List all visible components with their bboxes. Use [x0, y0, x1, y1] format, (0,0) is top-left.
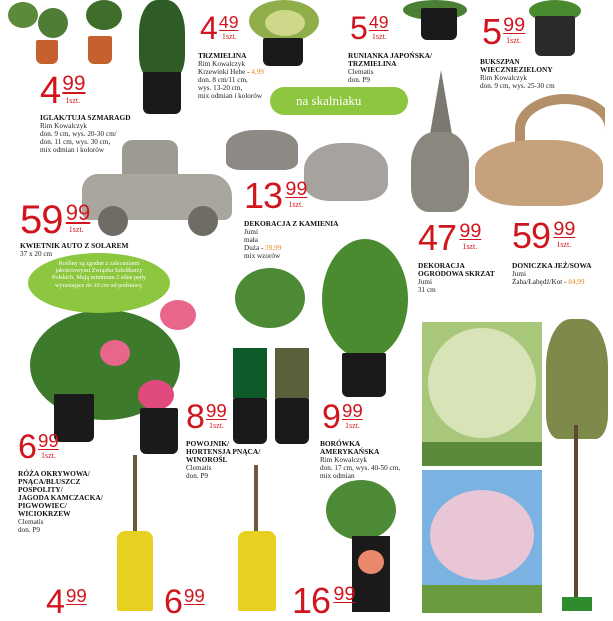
product-desc-text: mix odmian i kolorów — [40, 146, 105, 154]
product-desc-text: Jumi — [244, 228, 258, 236]
product-desc-text: Jumi — [418, 278, 432, 286]
product-desc-line — [348, 76, 374, 84]
product-desc-line — [40, 130, 117, 138]
product-desc-text: Clematis — [186, 464, 212, 472]
price-borowka — [322, 398, 363, 436]
price-unit: 1szt. — [68, 224, 84, 234]
skalniak-label — [270, 87, 408, 115]
price-bukszpan — [482, 11, 526, 52]
weeping-willow-photo — [540, 315, 613, 613]
stone-cat-photo — [222, 124, 302, 174]
price-main: 59 — [512, 215, 551, 256]
price-cents: 49 — [218, 11, 239, 32]
price-main: 16 — [292, 580, 331, 621]
product-desc-text: Jumi — [512, 270, 526, 278]
shrub-garden-photo — [422, 322, 542, 466]
price-main: 5 — [482, 11, 502, 52]
product-desc-line — [320, 472, 400, 480]
product-desc-text: don. 9 cm, wys. 25-30 cm — [480, 82, 555, 90]
product-desc-text: don. P9 — [348, 76, 370, 84]
product-desc-skrzat — [418, 278, 436, 294]
price-bottom3 — [292, 580, 356, 621]
price-dekoracja — [244, 175, 308, 216]
product-title-line: BORÓWKA — [320, 439, 361, 448]
product-desc-line — [20, 250, 52, 258]
product-desc-line — [244, 236, 281, 244]
product-desc-line — [186, 472, 212, 480]
price-main: 8 — [186, 398, 204, 436]
price-unit: 1szt. — [506, 36, 522, 46]
product-desc-borowka — [320, 456, 400, 480]
price-cents: 99 — [62, 71, 86, 95]
product-desc-line — [198, 76, 264, 84]
price-bottom2 — [164, 583, 205, 621]
price-cents: 99 — [184, 584, 205, 606]
price-unit: 1szt. — [65, 95, 81, 105]
product-desc-roza — [18, 518, 44, 534]
product-desc-line — [40, 122, 117, 130]
product-title-line: POSPOLITY/ — [18, 485, 63, 494]
product-title-line: DEKORACJA — [418, 261, 465, 270]
product-desc-orange-price: 4,99 — [251, 68, 264, 76]
product-title-trzmielina — [198, 52, 246, 60]
product-title-borowka — [320, 440, 379, 456]
product-title-line: TRZMIELINA — [198, 51, 247, 60]
price-roza — [18, 428, 59, 466]
product-title-line: TRZMIELINA — [348, 59, 397, 68]
price-cents: 99 — [342, 399, 363, 421]
price-main: 47 — [418, 217, 457, 258]
product-desc-line — [186, 464, 212, 472]
product-title-line: DEKORACJA Z KAMIENIA — [244, 219, 339, 228]
product-desc-text: wys. 13-20 cm, — [198, 84, 243, 92]
price-unit: 1szt. — [345, 421, 360, 431]
product-desc-text: Rim Kowalczyk — [198, 60, 245, 68]
product-desc-text: Rim Kowalczyk — [320, 456, 367, 464]
product-title-line: RUNIANKA JAPOŃSKA/ — [348, 51, 432, 60]
product-title-line: WIECZNIEZIELONY — [480, 65, 553, 74]
product-desc-text: don. 11 cm, wys. 30 cm, — [40, 138, 111, 146]
quality-badge-text: Rośliny są zgodne z zaleceniami jakościowymi Związku Szkółkarzy Polskich. Mają minimum 2 silne pędy wyrastające do 10 cm od podstawy. — [51, 260, 147, 289]
product-desc-powojnik — [186, 464, 212, 480]
product-desc-text: Rim Kowalczyk — [40, 122, 87, 130]
product-desc-kwietnik — [20, 250, 52, 258]
price-cents: 99 — [459, 219, 482, 242]
blossom-tree-photo — [422, 470, 542, 613]
thuja-photo — [135, 0, 190, 118]
product-desc-line — [40, 138, 117, 146]
product-title-roza — [18, 470, 103, 518]
product-desc-line — [480, 82, 555, 90]
gnome-photo — [405, 70, 475, 215]
product-desc-line — [198, 60, 264, 68]
product-desc-text: Żaba/Łabędź/Kot - — [512, 278, 569, 286]
pachysandra-photo — [395, 0, 475, 45]
product-desc-line — [40, 146, 117, 154]
price-unit: 1szt. — [41, 451, 56, 461]
product-desc-line — [348, 68, 374, 76]
product-desc-text: Duża - — [244, 244, 266, 252]
blueberry-photo — [318, 235, 413, 400]
product-title-runianka — [348, 52, 432, 68]
product-desc-line — [418, 286, 436, 294]
price-main: 6 — [18, 428, 36, 466]
product-desc-doniczka — [512, 270, 584, 286]
price-main: 6 — [164, 583, 182, 621]
product-desc-text: don. P9 — [18, 526, 40, 534]
product-title-line: WINOROŚL — [186, 455, 228, 464]
price-main: 5 — [350, 10, 367, 46]
product-title-line: RÓŻA OKRYWOWA/ — [18, 469, 90, 478]
product-title-line: IGLAK/TUJA SZMARAGD — [40, 113, 131, 122]
product-title-dekoracja — [244, 220, 338, 228]
product-desc-text: 31 cm — [418, 286, 436, 294]
product-title-doniczka — [512, 262, 591, 270]
product-desc-line — [512, 270, 584, 278]
product-title-line: OGRODOWA SKRZAT — [418, 269, 495, 278]
product-desc-line — [244, 228, 281, 236]
product-title-line: JAGODA KAMCZACKA/ — [18, 493, 103, 502]
price-bottom1 — [46, 583, 87, 621]
car-planter-photo — [78, 140, 236, 240]
product-title-iglak — [40, 114, 131, 122]
product-desc-text: mix odmian — [320, 472, 355, 480]
product-title-bukszpan — [480, 58, 553, 74]
boxwood-photo — [525, 0, 585, 58]
product-title-line: AMERYKAŃSKA — [320, 447, 380, 456]
product-desc-line — [18, 526, 44, 534]
price-unit: 1szt. — [221, 31, 237, 41]
price-cents: 99 — [553, 217, 576, 240]
product-desc-text: don. 9 cm, wys. 20-30 cm/ — [40, 130, 117, 138]
price-main: 4 — [200, 10, 217, 46]
product-desc-text: don. 17 cm, wys. 40-50 cm, — [320, 464, 401, 472]
product-title-powojnik — [186, 440, 260, 464]
price-cents: 99 — [65, 200, 91, 225]
skalniak-label-text: na skalniaku — [296, 93, 362, 108]
price-doniczka — [512, 215, 576, 256]
product-title-line: WICIOKRZEW — [18, 509, 71, 518]
price-cents: 99 — [503, 13, 526, 36]
product-desc-line — [18, 518, 44, 526]
product-desc-text: mix odmian i kolorów — [198, 92, 263, 100]
product-desc-line — [198, 68, 264, 76]
price-cents: 99 — [206, 399, 227, 421]
product-title-line: POWOJNIK/ — [186, 439, 230, 448]
product-desc-line — [244, 252, 281, 260]
product-desc-iglak — [40, 122, 117, 154]
price-cents: 99 — [285, 177, 308, 200]
product-desc-text: mix wzorów — [244, 252, 281, 260]
product-title-line: BUKSZPAN — [480, 57, 520, 66]
product-title-line: PNĄCA/BLUSZCZ — [18, 477, 81, 486]
product-title-kwietnik — [20, 242, 129, 250]
price-cents: 99 — [66, 584, 87, 606]
price-kwietnik — [20, 198, 91, 242]
product-desc-orange-price: 39,99 — [265, 244, 282, 252]
product-desc-line — [320, 464, 400, 472]
bottom-plant-1-photo — [105, 455, 165, 613]
price-unit: 1szt. — [209, 421, 224, 431]
product-desc-line — [198, 92, 264, 100]
product-desc-text: don. 8 cm/11 cm, — [198, 76, 248, 84]
product-title-line: DONICZKA JEŻ/SOWA — [512, 261, 592, 270]
price-cents: 49 — [368, 11, 389, 32]
price-main: 13 — [244, 175, 283, 216]
product-desc-line — [418, 278, 436, 286]
price-unit: 1szt. — [462, 242, 478, 252]
product-desc-text: 37 x 20 cm — [20, 250, 53, 258]
product-desc-text: Rim Kowalczyk — [480, 74, 527, 82]
product-desc-bukszpan — [480, 74, 555, 90]
product-title-line: PIGWOWIEC/ — [18, 501, 67, 510]
price-runianka — [350, 10, 389, 46]
price-cents: 99 — [333, 582, 356, 605]
stone-frog-photo — [300, 135, 390, 205]
product-title-line: HORTENSJA PNĄCA/ — [186, 447, 261, 456]
product-desc-text: Clematis — [18, 518, 44, 526]
potted-conifers-photo — [0, 0, 135, 70]
product-desc-line — [480, 74, 555, 82]
price-powojnik — [186, 398, 227, 436]
price-unit: 1szt. — [371, 31, 387, 41]
price-trzmielina — [200, 10, 239, 46]
price-unit: 1szt. — [556, 240, 572, 250]
product-desc-trzmielina — [198, 60, 264, 100]
price-main: 9 — [322, 398, 340, 436]
price-main: 4 — [40, 70, 61, 112]
product-desc-text: don. P9 — [186, 472, 208, 480]
clematis-photo — [225, 258, 320, 448]
product-desc-runianka — [348, 68, 374, 84]
price-main: 59 — [20, 198, 63, 242]
product-title-skrzat — [418, 262, 495, 278]
product-desc-text: Krzewinki Hebe - — [198, 68, 252, 76]
product-desc-text: mała — [244, 236, 258, 244]
product-desc-orange-price: 84,99 — [568, 278, 585, 286]
product-desc-line — [512, 278, 584, 286]
bottom-plant-2-photo — [230, 465, 285, 613]
price-main: 4 — [46, 583, 64, 621]
product-desc-line — [244, 244, 281, 252]
product-title-line: KWIETNIK AUTO Z SOLAREM — [20, 241, 129, 250]
quality-badge — [28, 253, 170, 313]
product-desc-dekoracja — [244, 228, 281, 260]
price-skrzat — [418, 217, 482, 258]
price-cents: 99 — [38, 429, 59, 451]
product-desc-text: Clematis — [348, 68, 374, 76]
price-iglak — [40, 70, 86, 112]
product-desc-line — [198, 84, 264, 92]
hedgehog-planter-photo — [475, 90, 605, 210]
product-desc-line — [320, 456, 400, 464]
price-unit: 1szt. — [288, 200, 304, 210]
